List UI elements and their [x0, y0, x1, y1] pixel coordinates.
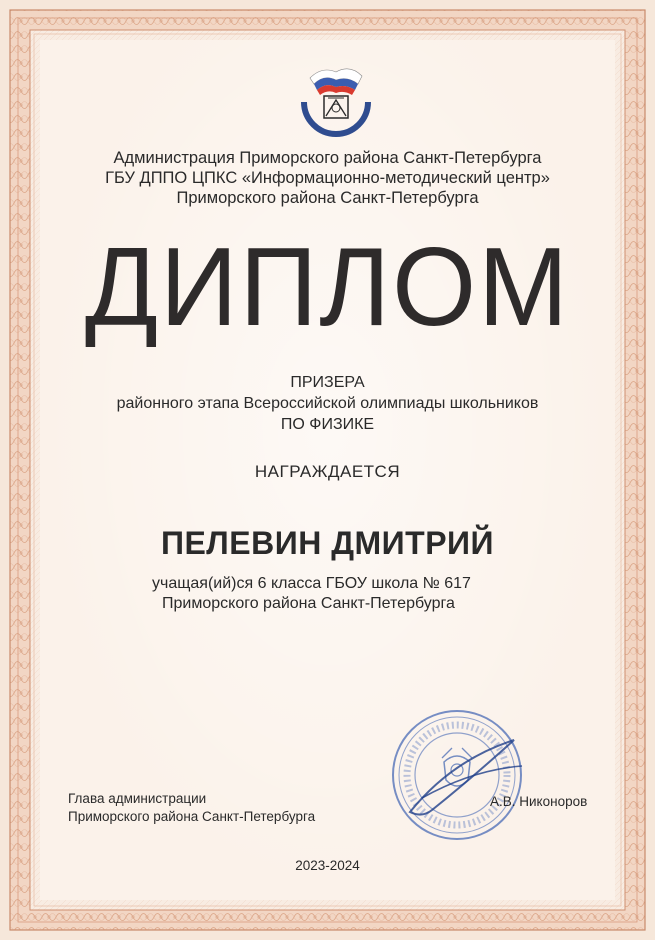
issuer-line-2: ГБУ ДППО ЦПКС «Информационно-методический центр»	[105, 169, 550, 187]
signatory-role-line-2: Приморского района Санкт-Петербурга	[68, 809, 316, 824]
signatory-role	[68, 790, 315, 826]
award-line-1: ПРИЗЕРА	[290, 374, 365, 391]
award-line-2: районного этапа Всероссийской олимпиады школьников	[116, 395, 539, 412]
official-round-seal-icon	[382, 700, 532, 850]
issuer-block	[0, 148, 655, 208]
recipient-district: Приморского района Санкт-Петербурга	[162, 595, 455, 612]
academic-year: 2023-2024	[295, 858, 360, 873]
award-line-3: ПО ФИЗИКЕ	[280, 416, 375, 433]
issuer-line-1: Администрация Приморского района Санкт-Петербурга	[113, 149, 542, 167]
signatory-role-line-1: Глава администрации	[68, 791, 207, 806]
recipient-name: ПЕЛЕВИН ДМИТРИЙ	[160, 525, 495, 561]
recipient-details	[98, 574, 598, 614]
olympiad-emblem-icon	[292, 62, 380, 142]
recipient-school: учащая(ий)ся 6 класса ГБОУ школа № 617	[152, 575, 471, 592]
issuer-line-3: Приморского района Санкт-Петербурга	[176, 189, 479, 207]
award-description	[0, 372, 655, 435]
diploma-title: ДИПЛОМ	[84, 224, 571, 349]
signatory-name: А.В. Никоноров	[490, 794, 588, 809]
awarded-label: НАГРАЖДАЕТСЯ	[254, 462, 401, 481]
